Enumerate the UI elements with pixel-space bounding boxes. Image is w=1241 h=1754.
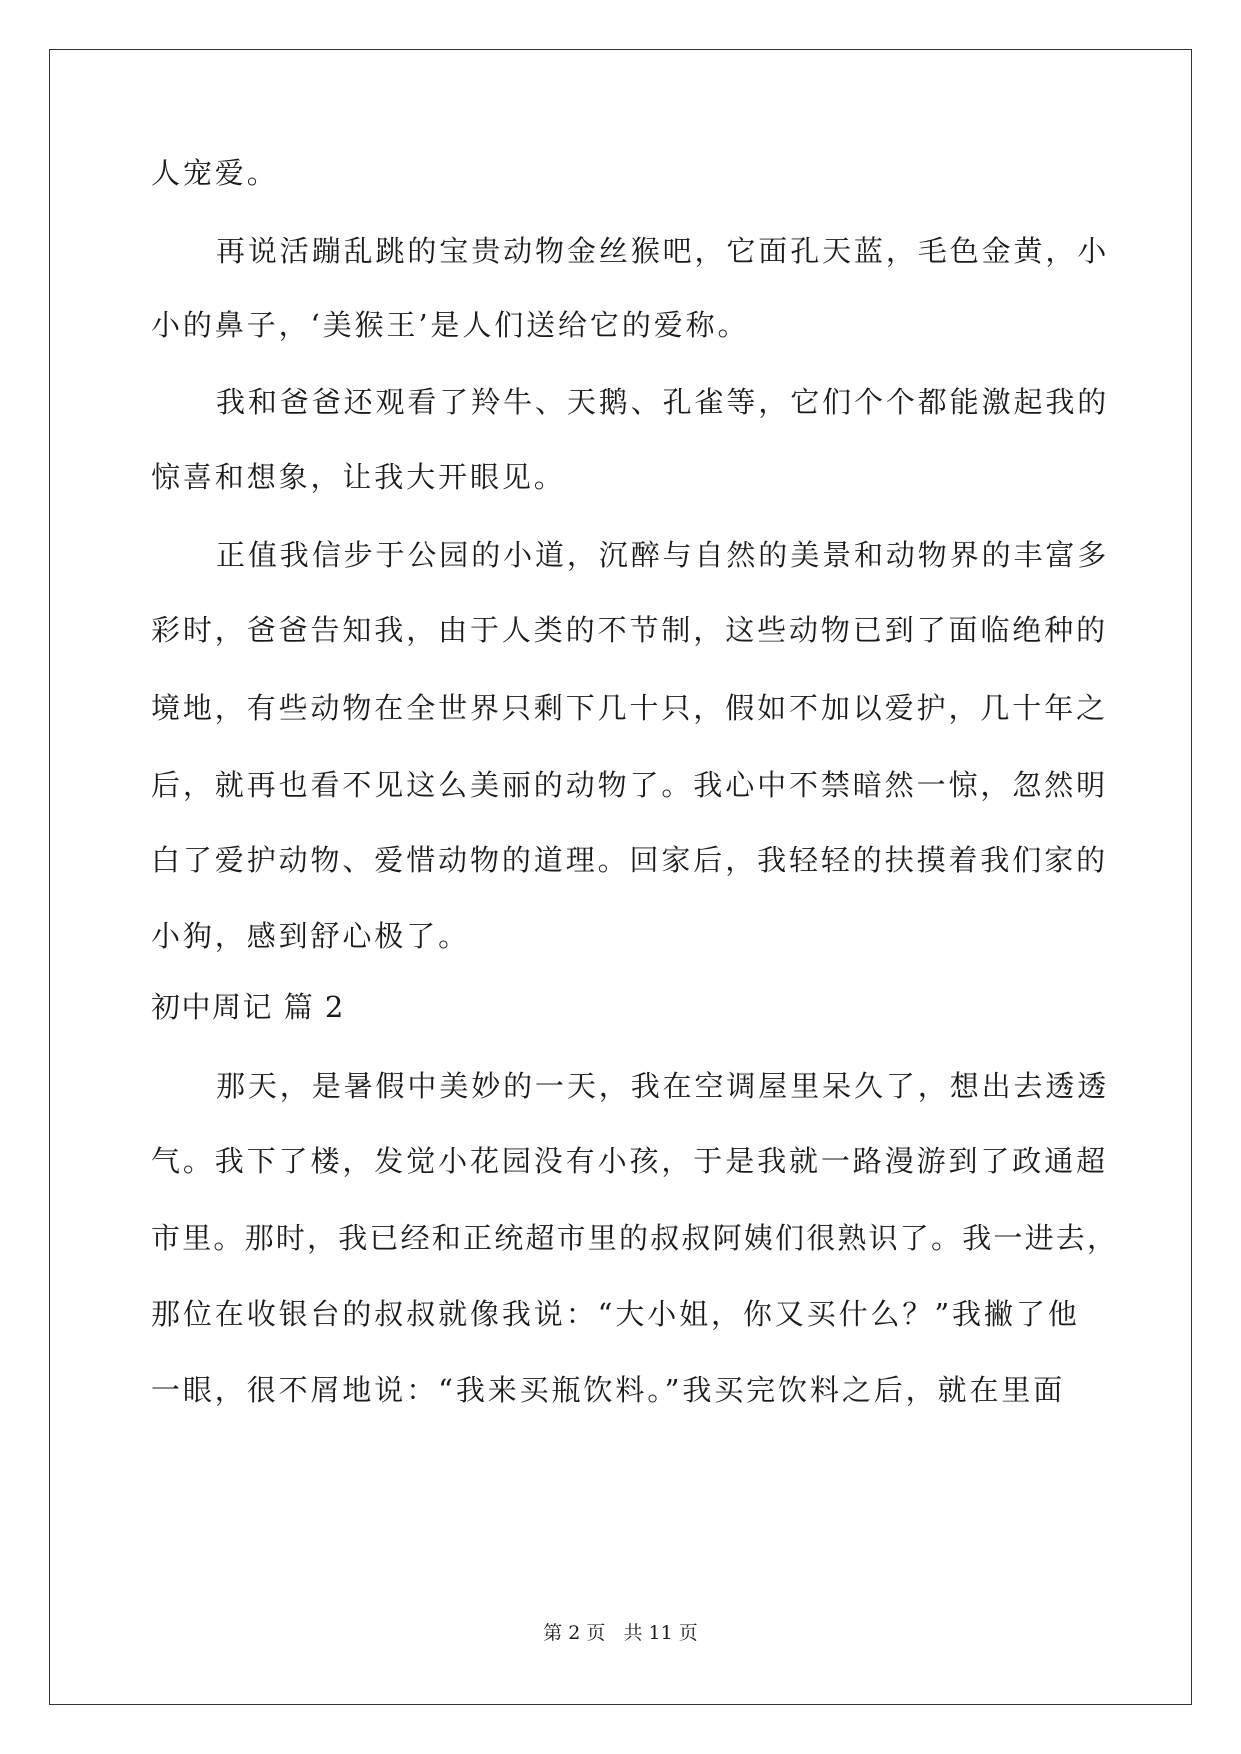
text-line: 再说活蹦乱跳的宝贵动物金丝猴吧，它面孔天蓝，毛色金黄，小 bbox=[216, 234, 1110, 268]
text-line: 彩时，爸爸告知我，由于人类的不节制，这些动物已到了面临绝种的 bbox=[151, 613, 1109, 647]
text-line: 小的鼻子，‘美猴王’是人们送给它的爱称。 bbox=[151, 308, 750, 342]
total-pages: 共 11 页 bbox=[623, 1622, 698, 1644]
text-line: 小狗，感到舒心极了。 bbox=[151, 919, 471, 953]
section-heading: 初中周记 篇 2 bbox=[151, 990, 345, 1024]
text-line: 惊喜和想象，让我大开眼见。 bbox=[151, 460, 566, 494]
text-line: 一眼，很不屑地说：“我来买瓶饮料。”我买完饮料之后，就在里面 bbox=[151, 1373, 1066, 1407]
text-line: 那天，是暑假中美妙的一天，我在空调屋里呆久了，想出去透透 bbox=[216, 1069, 1110, 1103]
page-footer bbox=[0, 1618, 1241, 1645]
text-line: 我和爸爸还观看了羚牛、天鹅、孔雀等，它们个个都能激起我的 bbox=[216, 385, 1110, 419]
page-number: 第 2 页 bbox=[543, 1622, 606, 1644]
text-line: 正值我信步于公园的小道，沉醉与自然的美景和动物界的丰富多 bbox=[216, 538, 1110, 572]
text-line: 白了爱护动物、爱惜动物的道理。回家后，我轻轻的扶摸着我们家的 bbox=[151, 843, 1109, 877]
text-line: 后，就再也看不见这么美丽的动物了。我心中不禁暗然一惊，忽然明 bbox=[151, 768, 1109, 802]
text-line: 市里。那时，我已经和正统超市里的叔叔阿姨们很熟识了。我一进去， bbox=[151, 1221, 1119, 1255]
text-line: 那位在收银台的叔叔就像我说：“大小姐，你又买什么？”我撇了他 bbox=[151, 1297, 1080, 1331]
text-line: 人宠爱。 bbox=[151, 156, 279, 190]
text-line: 境地，有些动物在全世界只剩下几十只，假如不加以爱护，几十年之 bbox=[151, 691, 1109, 725]
text-line: 气。我下了楼，发觉小花园没有小孩，于是我就一路漫游到了政通超 bbox=[151, 1144, 1109, 1178]
